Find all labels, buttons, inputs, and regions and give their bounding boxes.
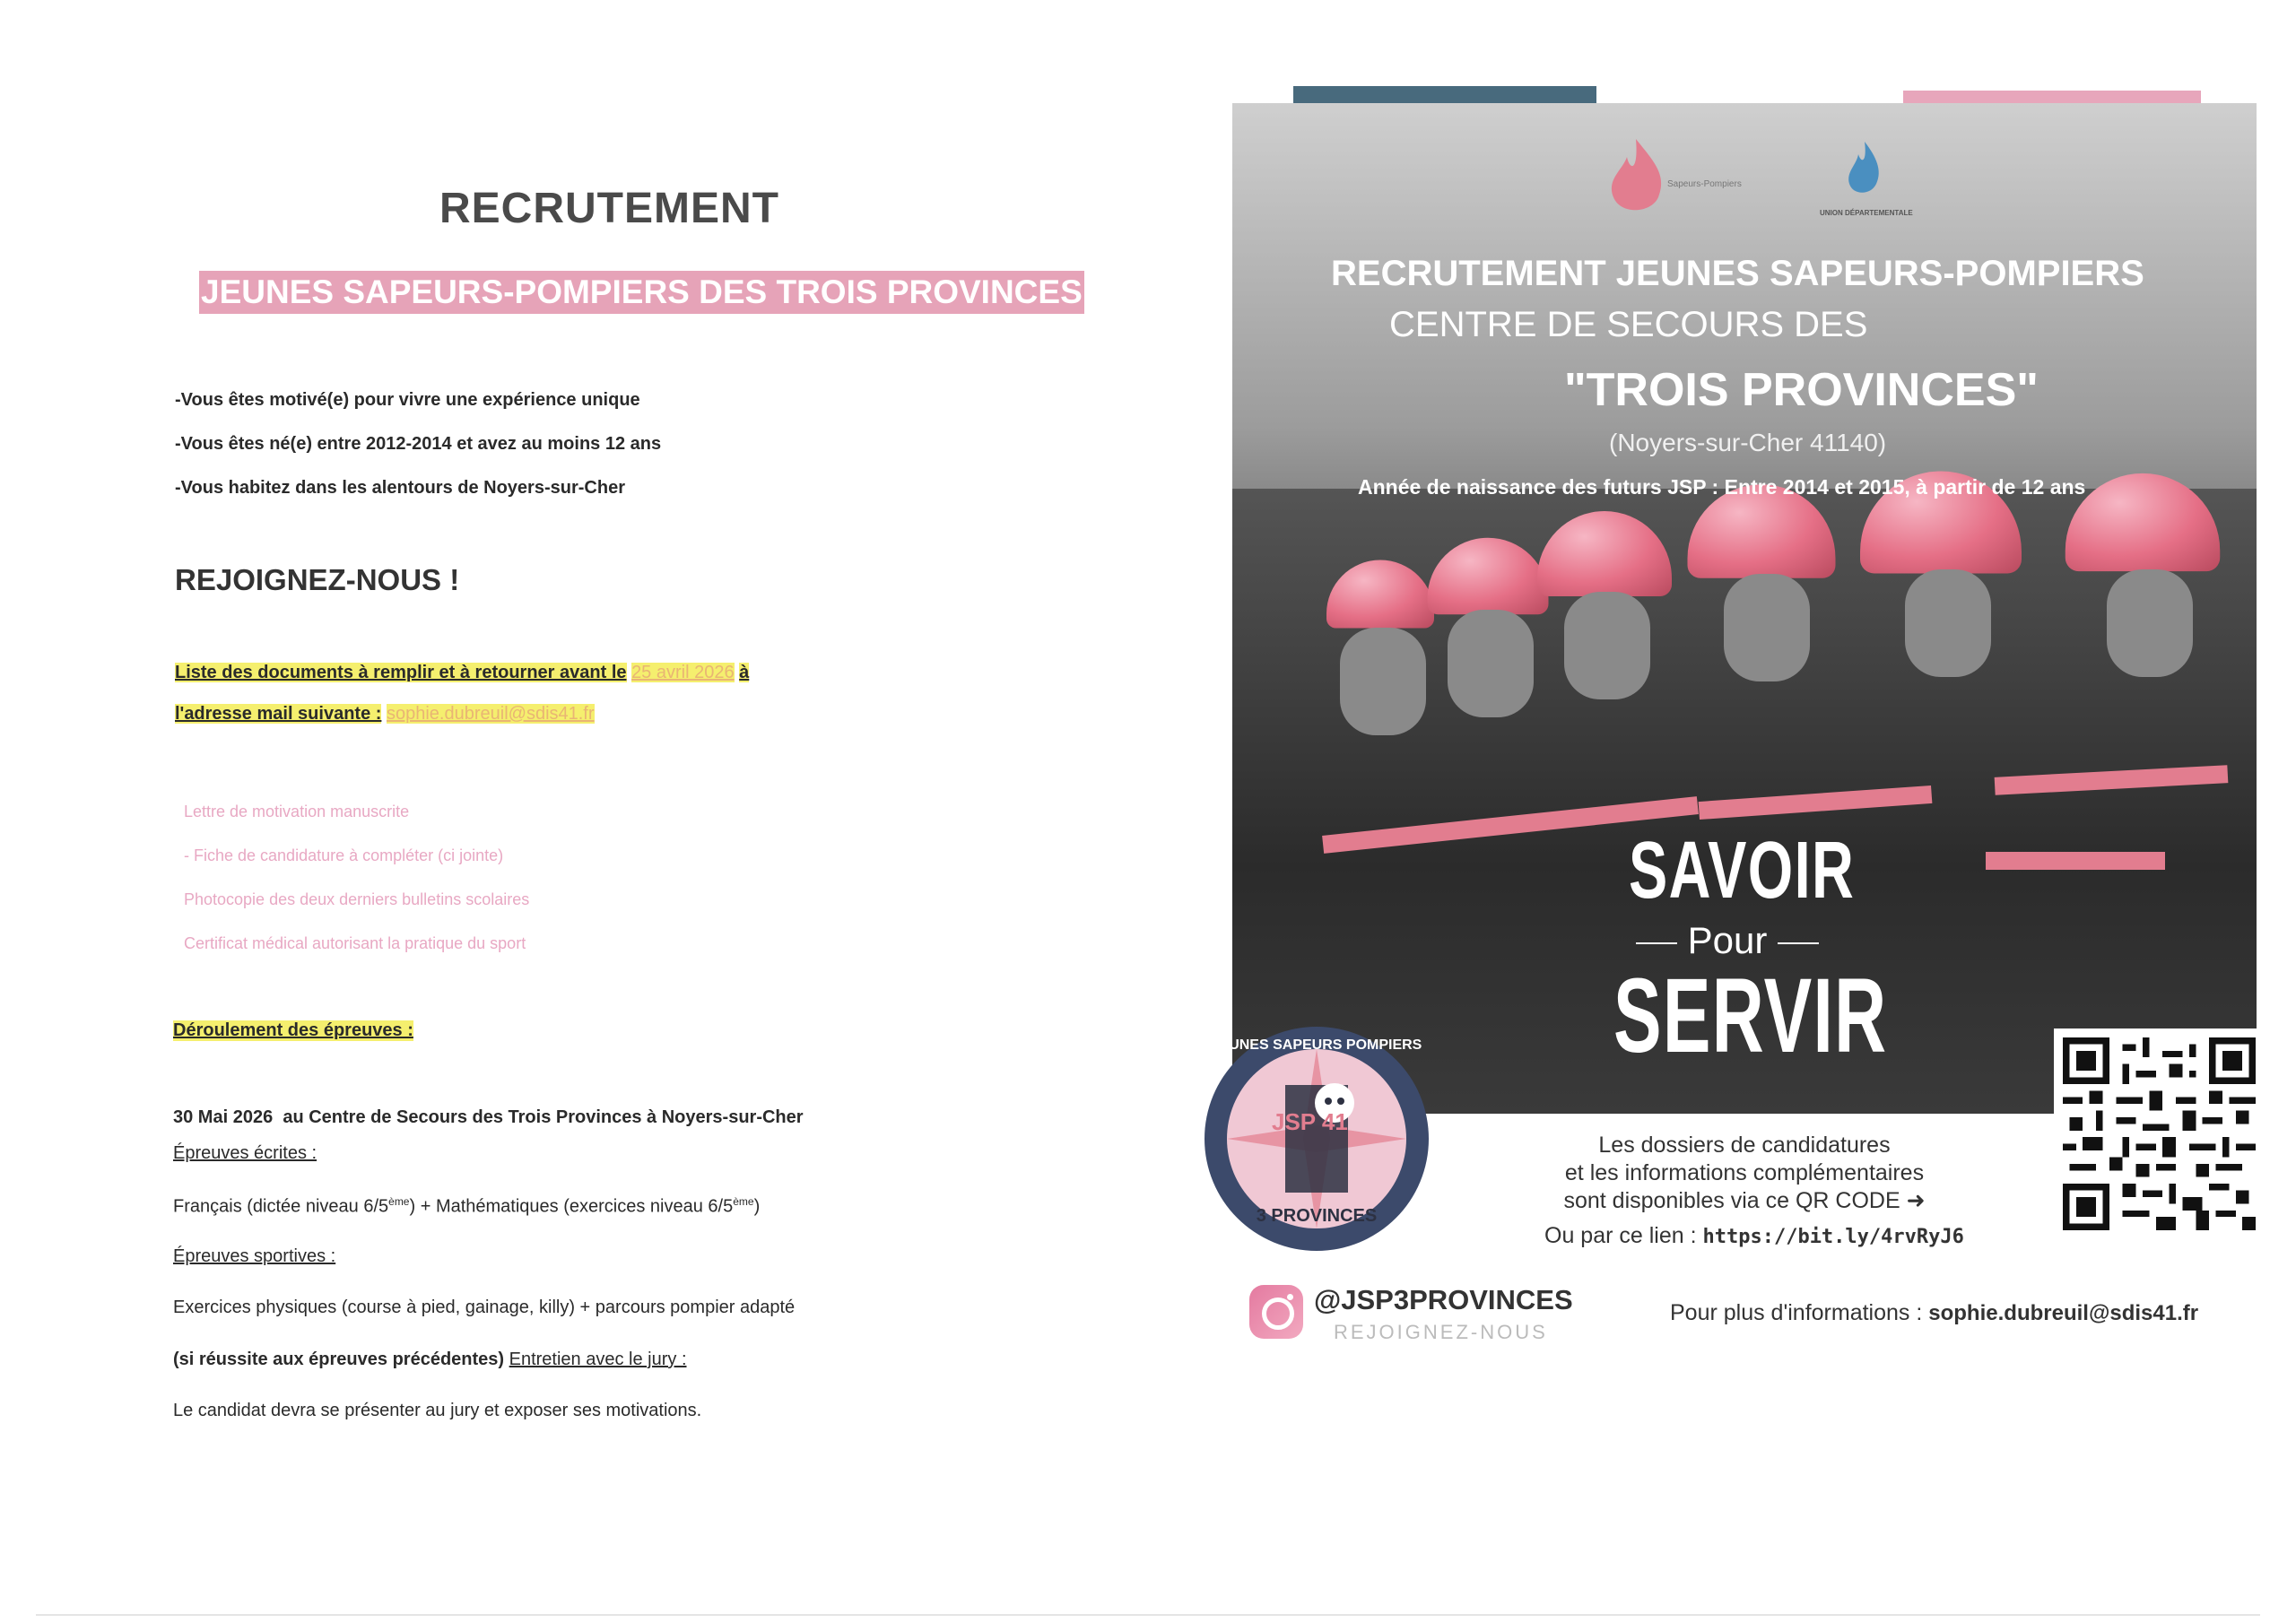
slogan-line-right xyxy=(1778,942,1819,944)
epreuves-date: 30 Mai 2026 xyxy=(173,1107,274,1127)
documents-instructions xyxy=(175,652,749,734)
docs-intro-text: Liste des documents à remplir et à retourner avant le xyxy=(175,663,627,682)
join-heading: REJOIGNEZ-NOUS ! xyxy=(175,563,460,596)
intro-item: -Vous êtes né(e) entre 2012-2014 et avez au moins 12 ans xyxy=(175,434,662,454)
epreuves-title: Déroulement des épreuves : xyxy=(173,1020,413,1040)
slogan-line-left xyxy=(1636,942,1677,944)
docs-deadline: 25 avril 2026 xyxy=(631,663,735,682)
document-item: - Fiche de candidature à compléter (ci jointe) xyxy=(184,846,504,864)
link-prefix: Ou par ce lien : xyxy=(1544,1223,1697,1248)
jury-description: Le candidat devra se présenter au jury et exposer ses motivations. xyxy=(173,1401,702,1420)
face-shape xyxy=(1724,574,1810,681)
union-logo-icon xyxy=(1833,135,1896,211)
instagram-sub: REJOIGNEZ-NOUS xyxy=(1334,1321,1548,1343)
flame-logo-icon xyxy=(1596,135,1676,224)
face-shape xyxy=(1340,628,1426,735)
uniform-stripe xyxy=(1986,852,2165,870)
qr-code-icon[interactable] xyxy=(2054,1028,2265,1239)
intro-item: -Vous habitez dans les alentours de Noyers-sur-Cher xyxy=(175,478,625,498)
info-line: et les informations complémentaires xyxy=(1564,1160,1925,1185)
poster-year-line: Année de naissance des futurs JSP : Entre 2014 et 2015, à partir de 12 ans xyxy=(1358,475,2086,499)
page-bottom-line xyxy=(36,1614,2260,1616)
ecrites-part-a: Français (dictée niveau 6/5 xyxy=(173,1196,389,1217)
face-shape xyxy=(2107,569,2193,677)
ecrites-part-b: ) + Mathématiques (exercices niveau 6/5 xyxy=(409,1196,734,1217)
jury-row xyxy=(173,1350,687,1370)
jsp-badge-icon xyxy=(1200,1022,1433,1255)
page-title: RECRUTEMENT xyxy=(439,185,779,232)
info-line: Les dossiers de candidatures xyxy=(1598,1133,1891,1158)
face-shape xyxy=(1564,592,1650,699)
docs-intro-end: à xyxy=(739,663,750,682)
logo1-text: Sapeurs-Pompiers xyxy=(1667,179,1742,189)
instagram-icon[interactable] xyxy=(1249,1285,1303,1339)
contact-email[interactable]: sophie.dubreuil@sdis41.fr xyxy=(1928,1301,2199,1325)
document-item: Photocopie des deux derniers bulletins scolaires xyxy=(184,890,530,908)
jury-label: Entretien avec le jury : xyxy=(509,1350,687,1369)
slogan-servir: SERVIR xyxy=(1613,957,1888,1075)
instagram-handle[interactable]: @JSP3PROVINCES xyxy=(1314,1284,1573,1315)
logo2-text: UNION DÉPARTEMENTALE xyxy=(1820,209,1913,217)
poster-photo xyxy=(1232,103,2257,1114)
intro-item: -Vous êtes motivé(e) pour vivre une expérience unique xyxy=(175,390,640,410)
sportives-detail: Exercices physiques (course à pied, gainage, killy) + parcours pompier adapté xyxy=(173,1298,796,1317)
short-link[interactable]: https://bit.ly/4rvRyJ6 xyxy=(1702,1226,1964,1248)
info-line: sont disponibles via ce QR CODE ➜ xyxy=(1563,1188,1926,1213)
face-shape xyxy=(1905,569,1991,677)
page-subtitle: JEUNES SAPEURS-POMPIERS DES TROIS PROVINCES xyxy=(199,271,1084,314)
badge-mid-text: JSP 41 xyxy=(1272,1108,1348,1135)
ecrites-label: Épreuves écrites : xyxy=(173,1143,317,1163)
link-line xyxy=(1544,1223,1964,1249)
ecrites-sup-2: ème xyxy=(733,1195,754,1208)
document-item: Lettre de motivation manuscrite xyxy=(184,803,410,820)
slogan-pour-text: Pour xyxy=(1687,919,1768,961)
poster-center: CENTRE DE SECOURS DES xyxy=(1389,305,1868,344)
slogan-savoir: SAVOIR xyxy=(1629,826,1856,916)
ecrites-detail xyxy=(173,1195,760,1218)
face-shape xyxy=(1448,610,1534,717)
ecrites-sup-1: ème xyxy=(388,1195,410,1208)
docs-email-label: l'adresse mail suivante : xyxy=(175,704,382,724)
docs-email-link[interactable]: sophie.dubreuil@sdis41.fr xyxy=(386,704,595,724)
jury-condition: (si réussite aux épreuves précédentes) xyxy=(173,1350,505,1369)
documents-list xyxy=(184,803,529,978)
intro-list xyxy=(175,390,661,522)
contact-prefix: Pour plus d'informations : xyxy=(1670,1300,1923,1325)
poster-city: (Noyers-sur-Cher 41140) xyxy=(1609,429,1887,456)
ecrites-part-c: ) xyxy=(753,1196,761,1217)
badge-bottom-text: 3 PROVINCES xyxy=(1256,1206,1378,1226)
sportives-label: Épreuves sportives : xyxy=(173,1246,336,1266)
qr-info xyxy=(1507,1132,1982,1215)
contact-line xyxy=(1670,1300,2198,1326)
epreuves-place: au Centre de Secours des Trois Provinces à Noyers-sur-Cher xyxy=(283,1107,804,1127)
document-item: Certificat médical autorisant la pratique du sport xyxy=(184,934,526,952)
badge-top-text: JEUNES SAPEURS POMPIERS xyxy=(1211,1037,1422,1053)
poster-name: "TROIS PROVINCES" xyxy=(1564,364,2039,416)
epreuves-date-row xyxy=(173,1107,804,1128)
poster-headline: RECRUTEMENT JEUNES SAPEURS-POMPIERS xyxy=(1331,254,2144,293)
